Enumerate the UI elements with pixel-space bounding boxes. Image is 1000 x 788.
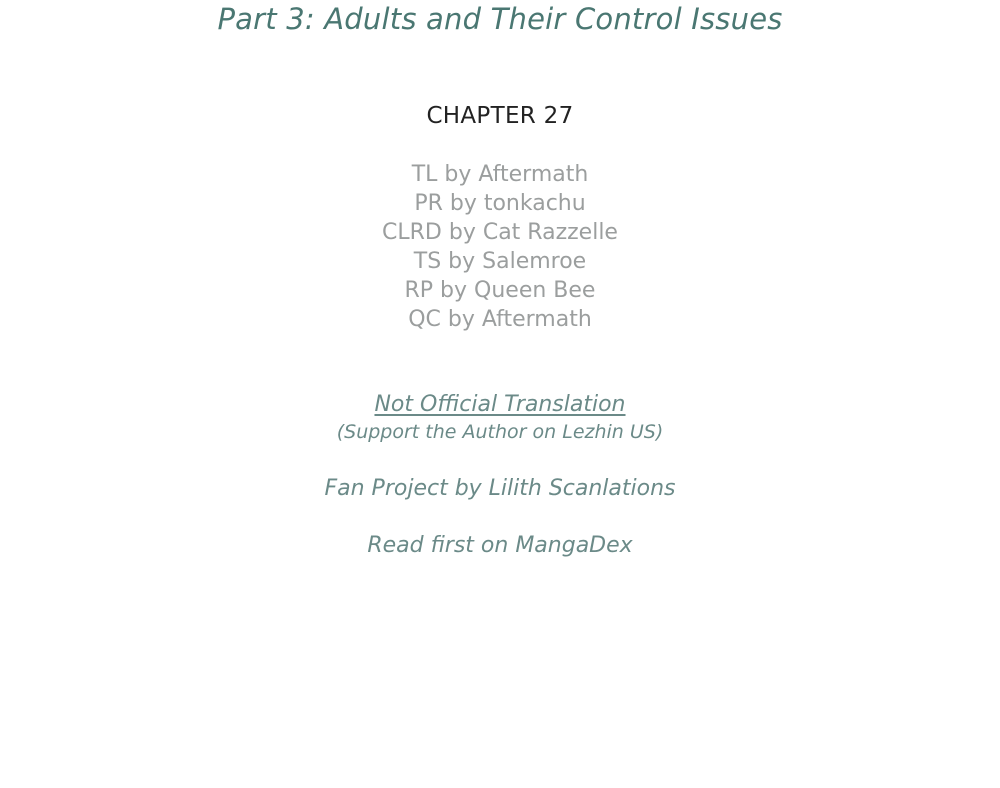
fan-project-notice: Fan Project by Lilith Scanlations xyxy=(324,476,676,501)
chapter-heading: CHAPTER 27 xyxy=(426,103,574,129)
credit-quality-checker: QC by Aftermath xyxy=(408,307,592,332)
credit-raw-provider: RP by Queen Bee xyxy=(404,278,596,303)
support-author-notice: (Support the Author on Lezhin US) xyxy=(336,421,664,443)
credit-proofreader: PR by tonkachu xyxy=(414,191,586,216)
part-title: Part 3: Adults and Their Control Issues xyxy=(217,2,783,36)
credit-translator: TL by Aftermath xyxy=(411,162,589,187)
credit-typesetter: TS by Salemroe xyxy=(413,249,587,274)
credits-list xyxy=(0,160,1000,334)
credit-cleaner-redrawer: CLRD by Cat Razzelle xyxy=(382,220,618,245)
read-first-notice: Read first on MangaDex xyxy=(367,533,633,558)
not-official-translation-notice: Not Official Translation xyxy=(374,392,626,417)
